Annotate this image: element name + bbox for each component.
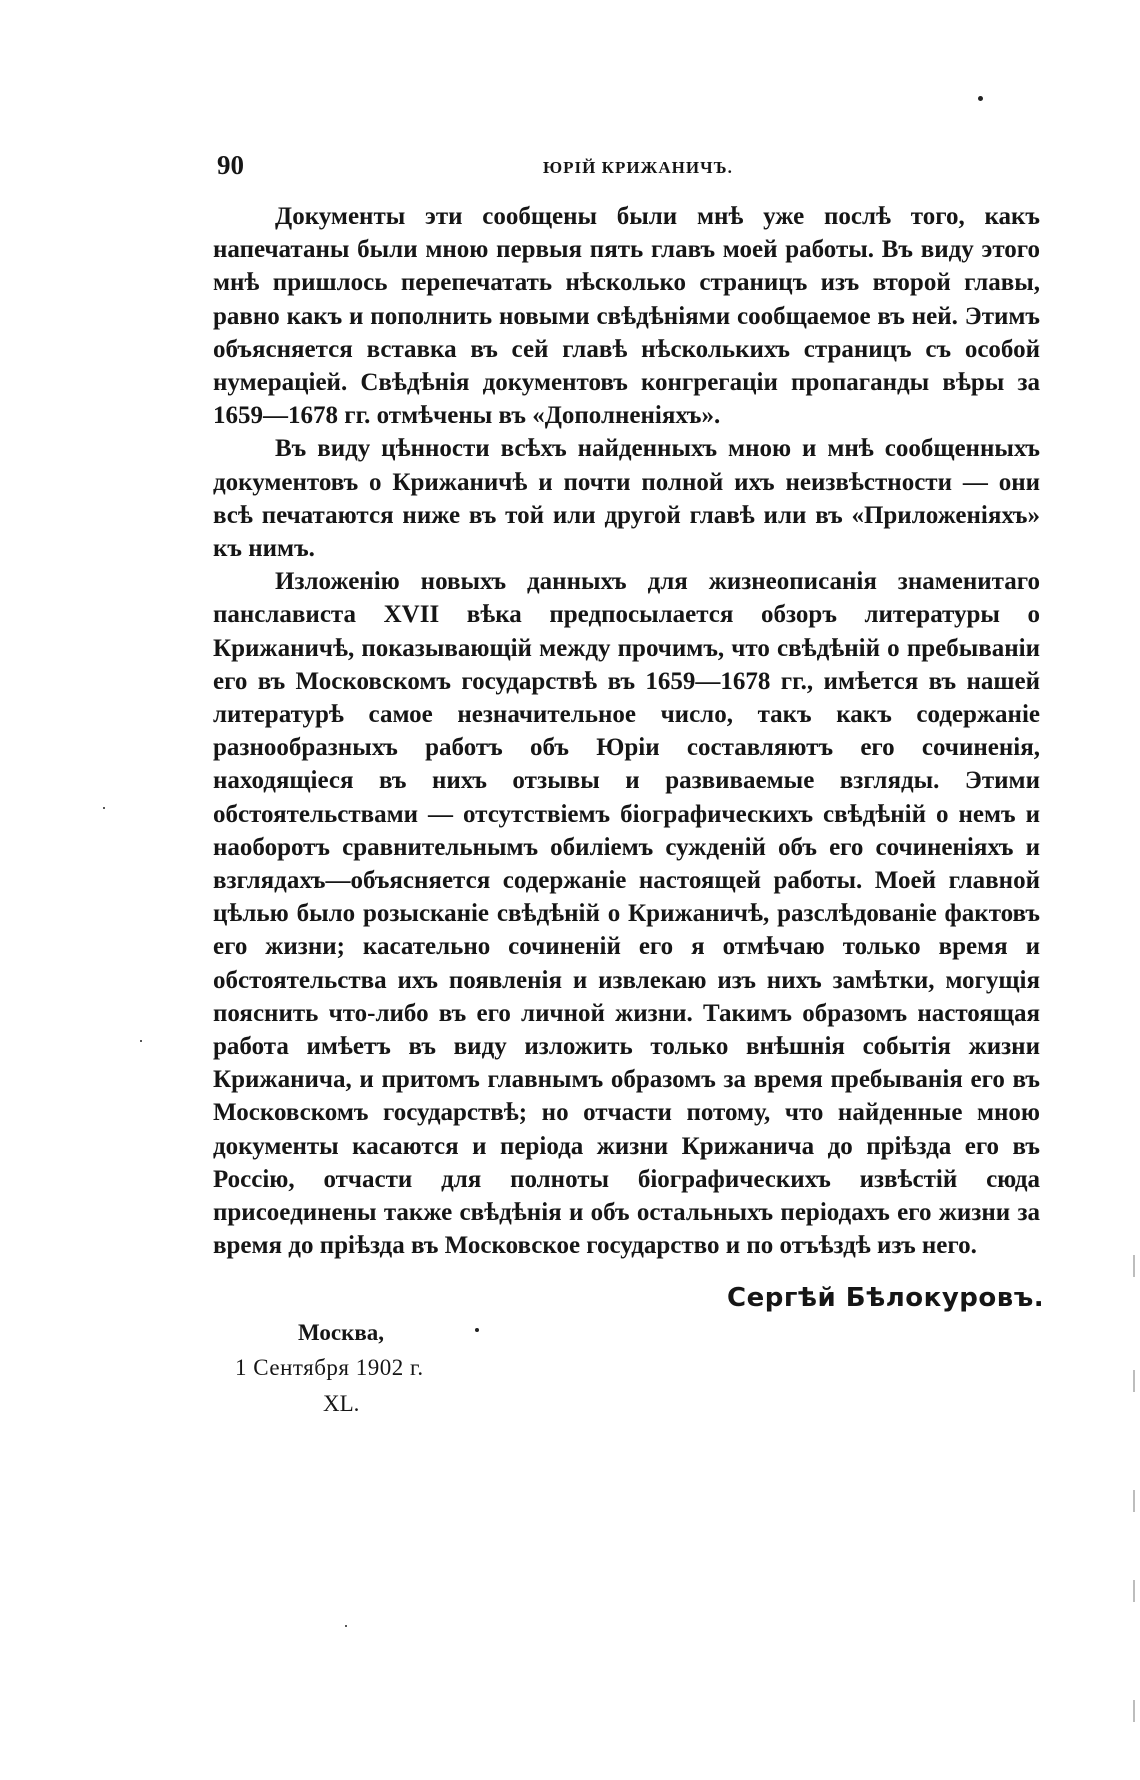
scan-speck: [103, 807, 105, 809]
page-number: 90: [217, 150, 244, 180]
scan-speck: [978, 96, 983, 101]
paragraph: Въ виду цѣнности всѣхъ найденныхъ мною и мнѣ сообщенныхъ документовъ о Крижаничѣ и почти полной ихъ неизвѣстности — они всѣ печатаются ниже въ той или другой главѣ или въ «Приложеніяхъ» къ нимъ.: [213, 435, 1040, 563]
roman-numeral: XL.: [323, 1391, 360, 1416]
scan-speck: [345, 1625, 347, 1627]
scan-edge-mark: [1133, 1255, 1135, 1277]
scan-edge-mark: [1133, 1700, 1135, 1722]
scan-speck: [475, 1328, 479, 1332]
scan-edge-mark: [1133, 1490, 1135, 1512]
closing-date: 1 Сентября 1902 г.: [235, 1355, 424, 1380]
scan-speck: [140, 1040, 142, 1042]
closing-place: Москва,: [298, 1320, 385, 1345]
paragraph: Документы эти сообщены были мнѣ уже послѣ того, какъ напечатаны были мною первыя пять главъ моей работы. Въ виду этого мнѣ пришлось перепечатать нѣсколько страницъ изъ второй главы, равно какъ и пополнить новыми свѣдѣніями сообщаемое въ ней. Этимъ объясняется вставка въ сей главѣ нѣсколькихъ страницъ съ особой нумераціей. Свѣдѣнія документовъ конгрегаціи пропаганды вѣры за 1659—1678 гг. отмѣчены въ «Дополненіяхъ».: [213, 203, 1040, 430]
page-header: [213, 150, 1040, 186]
scan-edge-mark: [1133, 1580, 1135, 1602]
paragraph: Изложенію новыхъ данныхъ для жизнеописанія знаменитаго панслависта XVII вѣка предпосылается обзоръ литературы о Крижаничѣ, показывающій между прочимъ, что свѣдѣній о пребываніи его въ Московскомъ государствѣ въ 1659—1678 гг., имѣется въ нашей литературѣ самое незначительное число, такъ какъ содержаніе разнообразныхъ работъ объ Юріи составляютъ его сочиненія, находящіеся въ нихъ отзывы и развиваемые взгляды. Этими обстоятельствами — отсутствіемъ біографическихъ свѣдѣній о немъ и наоборотъ сравнительнымъ обиліемъ сужденій объ его сочиненіяхъ и взглядахъ—объясняется содержаніе настоящей работы. Моей главной цѣлью было розысканіе свѣдѣній о Крижаничѣ, разслѣдованіе фактовъ его жизни; касательно сочиненій его я отмѣчаю только время и обстоятельства ихъ появленія и извлекаю изъ нихъ замѣтки, могущія пояснить что-либо въ его личной жизни. Такимъ образомъ настоящая работа имѣетъ въ виду изложить только внѣшнія событія жизни Крижанича, и притомъ главнымъ образомъ за время пребыванія его въ Московскомъ государствѣ; но отчасти потому, что найденные мною документы касаются и періода жизни Крижанича до пріѣзда его въ Россію, отчасти для полноты біографическихъ извѣстій сюда присоединены также свѣдѣнія и объ остальныхъ періодахъ его жизни за время до пріѣзда въ Московское государство и по отъѣздѣ изъ него.: [213, 568, 1040, 1260]
author-signature: Сергѣй Бѣлокуровъ.: [727, 1283, 1045, 1313]
body-text: [213, 200, 1040, 1263]
scan-edge-mark: [1133, 1370, 1135, 1392]
running-title: ЮРІЙ КРИЖАНИЧЪ.: [543, 158, 733, 177]
